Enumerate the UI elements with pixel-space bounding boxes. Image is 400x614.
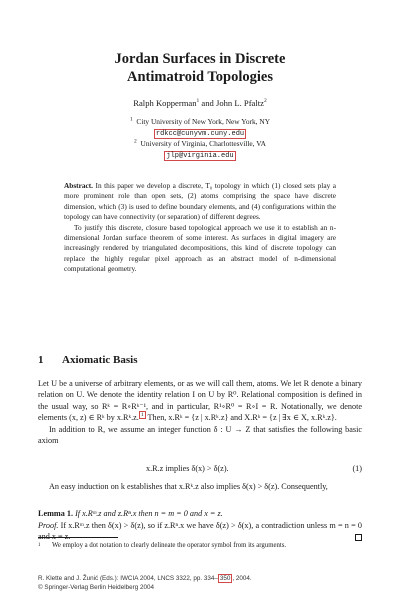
proof bbox=[38, 520, 362, 543]
footnote bbox=[38, 541, 362, 550]
paper-title-line-2: Antimatroid Topologies bbox=[127, 69, 273, 85]
author-name: John L. Pfaltz bbox=[215, 98, 264, 108]
equation-expression: x.R.z implies δ(x) > δ(z). bbox=[146, 464, 229, 473]
footnote-link[interactable]: 1 bbox=[140, 412, 144, 419]
copyright-line: © Springer-Verlag Berlin Heidelberg 2004 bbox=[38, 583, 154, 591]
abstract-paragraph-1: In this paper we develop a discrete, T₀ topology in which (1) closed sets play a more prominent role than open sets, (2) atoms comprising the space have discrete dimension, which (3) is used to define boundary elements, and (4) configurations within the topology can have connectivity (or separation) of different degrees. bbox=[64, 181, 336, 222]
author-name: Ralph Kopperman bbox=[133, 98, 197, 108]
publication-info bbox=[38, 575, 362, 592]
body-text: An easy induction on k establishes that x.Rᵏ.z also implies δ(x) > δ(z). Consequently, bbox=[49, 482, 328, 491]
email-link[interactable]: jlp@virginia.edu bbox=[166, 151, 234, 160]
affiliation-mark: 1 bbox=[129, 116, 133, 123]
author-separator: and bbox=[199, 98, 216, 108]
body-paragraph-1 bbox=[38, 378, 362, 446]
affiliation-1 bbox=[0, 117, 400, 139]
email-link[interactable]: rdkcc@cunyvm.cuny.edu bbox=[155, 129, 245, 138]
affiliation-name: University of Virginia, Charlottesville, VA bbox=[140, 139, 266, 148]
equation-number: (1) bbox=[352, 464, 362, 473]
affiliation-name: City University of New York, New York, NY bbox=[136, 117, 271, 126]
affiliation-2 bbox=[0, 139, 400, 161]
lemma-1 bbox=[38, 508, 362, 519]
lemma-label: Lemma 1. bbox=[38, 509, 74, 518]
publication-citation: R. Klette and J. Žunić (Eds.): IWCIA 2004, LNCS 3322, pp. 334– bbox=[38, 575, 218, 582]
publication-citation-end: , 2004. bbox=[232, 575, 252, 582]
section-number: 1 bbox=[38, 354, 44, 366]
affiliation-mark: 1 bbox=[196, 98, 200, 105]
footnote-rule bbox=[38, 537, 118, 538]
abstract-paragraph-2: To justify this discrete, closure based topological approach we use it to establish an n-dimensional Jordan surface theorem of some interest. As surfaces in digital imagery are increasingly rendered by triangulated decompositions, this kind of discrete topology can replace the highly regular pixel approach as an abstract model of n-dimensional computational geometry. bbox=[64, 222, 336, 274]
body-text: Let U be a universe of arbitrary elements, or as we will call them, atoms. We let R denote a binary relation on U. We denote the identity relation I on U by R⁰. Relational composition is defined in the usual way, so Rᵏ = R∘Rᵏ⁻¹, and in particular, R¹∘R⁰ = R∘I = R. Notationally, we denote elements (x, z) ∈ Rᵏ by x.Rᵏ.z. bbox=[38, 379, 362, 423]
section-title: Axiomatic Basis bbox=[62, 354, 138, 366]
proof-text: If x.Rᵐ.z then δ(x) > δ(z), so if z.Rⁿ.x we have δ(z) > δ(x), a contradiction unless m = n = 0 and x = z. bbox=[38, 521, 362, 542]
footnote-mark: 1 bbox=[38, 543, 41, 548]
abstract bbox=[64, 181, 336, 275]
author-line bbox=[0, 98, 400, 108]
lemma-statement: If x.Rᵐ.z and z.Rⁿ.x then n = m = 0 and x = z. bbox=[73, 509, 223, 518]
paper-title-line-1: Jordan Surfaces in Discrete bbox=[114, 51, 286, 67]
footnote-text: We employ a dot notation to clearly delineate the operator symbol from its arguments. bbox=[52, 542, 287, 549]
affiliation-mark: 2 bbox=[134, 138, 137, 145]
body-text: Then, x.Rᵏ = {z | x.Rᵏ.z} and X.Rᵏ = {z | ∃x ∈ X, x.Rᵏ.z}. bbox=[145, 413, 337, 423]
abstract-label: Abstract. bbox=[64, 181, 93, 190]
body-paragraph-3 bbox=[38, 481, 362, 492]
affiliation-mark: 2 bbox=[263, 98, 267, 105]
section-heading bbox=[38, 354, 137, 366]
page-range-link[interactable]: 350 bbox=[219, 575, 231, 582]
body-paragraph-2: In addition to R, we assume an integer function δ : U → Z that satisfies the following basic axiom bbox=[38, 424, 362, 446]
proof-label: Proof. bbox=[38, 521, 59, 530]
